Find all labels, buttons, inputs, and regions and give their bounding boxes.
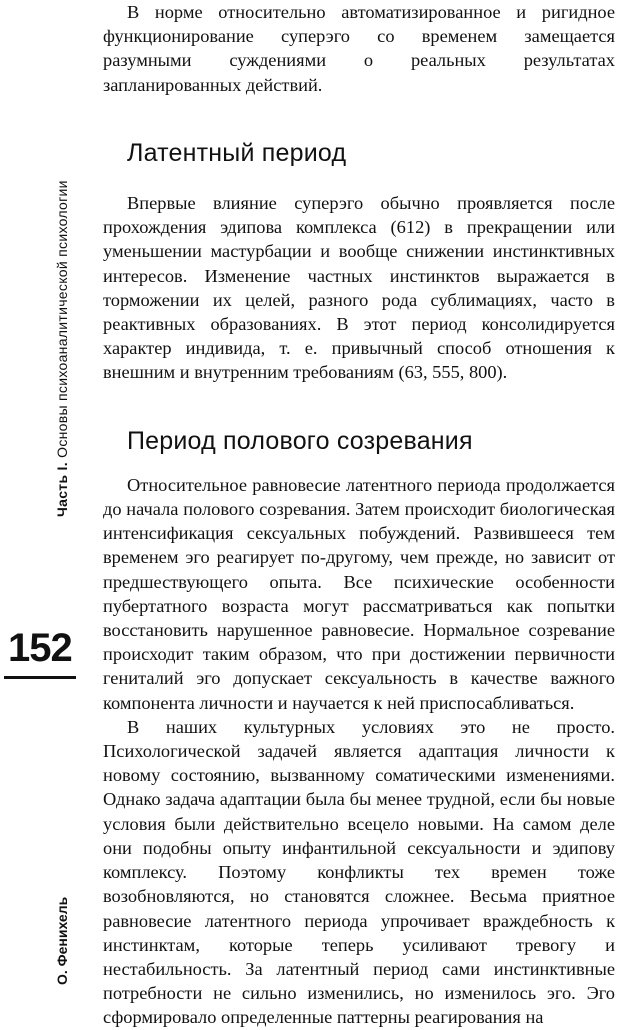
heading-latent-period: Латентный период [127, 138, 347, 167]
page-body [103, 0, 615, 1030]
paragraph-intro: В норме относительно автоматизированное и ригидное функционирование суперэго со временем замещается разумными суждениями о реальных результатах запланированных действий. [103, 2, 615, 95]
part-label: Часть I. [54, 461, 70, 517]
section-title: Основы психоаналитической психологии [54, 180, 70, 458]
running-head-author: О. Фенихель [54, 896, 70, 985]
paragraph-puberty-2: В наших культурных условиях это не просто. Психологической задачей является адаптация личности к новому состоянию, вызванному соматическими изменениями. Однако задача адаптации была бы менее трудной, если бы новые условия были действительно всецело новыми. На самом деле они подобны опыту инфантильной сексуальности и эдипову комплексу. Поэтому конфликты тех времен тоже возобновляются, но становятся сложнее. Весьма приятное равновесие латентного периода упрочивает враждебность к инстинктам, которые теперь усиливают тревогу и нестабильность. За латентный период сами инстинктивные потребности не сильно изменились, но изменилось эго. Эго сформировало определенные паттерны реагирования на [103, 716, 615, 1028]
paragraph-puberty-1: Относительное равновесие латентного периода продолжается до начала полового созревания. Затем происходит биологическая интенсификация сексуальных побуждений. Развившееся тем временем эго реагирует по-другому, чем прежде, но зависит от предшествующего опыта. Все психические особенности пубертатного возраста могут рассматриваться как попытки восстановить нарушенное равновесие. Нормальное созревание происходит таким образом, что при достижении первичности гениталий эго допускает сексуальность в качестве важного компонента личности и научается к ней приспосабливаться. [103, 474, 615, 713]
running-head-section [54, 180, 70, 610]
page-number: 152 [8, 626, 72, 670]
page-number-rule [4, 676, 76, 679]
paragraph-latent: Впервые влияние суперэго обычно проявляется после прохождения эдипова комплекса (612) в прекращении или уменьшении мастурбации и вообще снижении инстинктивных интересов. Изменение частных инстинктов выражается в торможении их целей, разного рода сублимациях, часто в реактивных образованиях. В этот период консолидируется характер индивида, т. е. привычный способ отношения к внешним и внутренним требованиям (63, 555, 800). [103, 193, 615, 383]
heading-puberty-period: Период полового созревания [127, 426, 473, 455]
